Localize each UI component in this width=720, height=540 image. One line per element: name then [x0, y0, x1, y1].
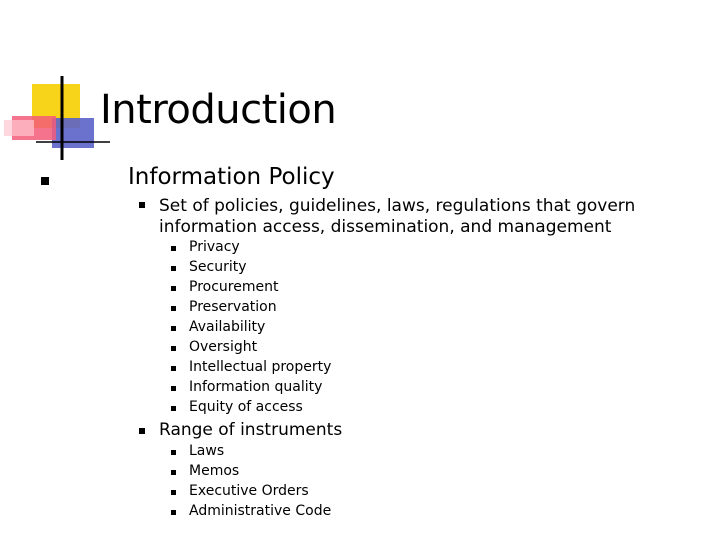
list-item: Information quality	[189, 379, 323, 395]
bullet-level2-2	[139, 428, 145, 434]
list-item: Laws	[189, 443, 225, 459]
heading-information-policy: Information Policy	[128, 164, 335, 190]
bullet-level3	[171, 386, 176, 391]
bullet-level3	[171, 286, 176, 291]
bullet-level3	[171, 450, 176, 455]
list-item: Privacy	[189, 239, 240, 255]
bullet-level3	[171, 510, 176, 515]
list-item: Availability	[189, 319, 266, 335]
list-item: Procurement	[189, 279, 279, 295]
bullet-level2-1	[139, 202, 145, 208]
bullet-level3	[171, 246, 176, 251]
list-item: Administrative Code	[189, 503, 332, 519]
bullet-level3	[171, 406, 176, 411]
bullet-level3	[171, 366, 176, 371]
bullet-level3	[171, 306, 176, 311]
bullet-level3	[171, 470, 176, 475]
bullet-level3	[171, 326, 176, 331]
list-item: Security	[189, 259, 247, 275]
list-item: Oversight	[189, 339, 258, 355]
list-item: Executive Orders	[189, 483, 309, 499]
set-of-policies-text: Set of policies, guidelines, laws, regulations that govern information access, dissemination, and management	[159, 196, 636, 237]
range-of-instruments-text: Range of instruments	[159, 420, 343, 440]
list-item: Preservation	[189, 299, 277, 315]
list-item: Memos	[189, 463, 240, 479]
list-item: Equity of access	[189, 399, 303, 415]
bullet-level3	[171, 266, 176, 271]
slide-title: Introduction	[100, 87, 337, 133]
blue-square	[52, 118, 94, 148]
bullet-level1-1	[41, 177, 49, 185]
bullet-level3	[171, 346, 176, 351]
bullet-level3	[171, 490, 176, 495]
list-item: Intellectual property	[189, 359, 332, 375]
pink-square-fade	[4, 120, 34, 136]
